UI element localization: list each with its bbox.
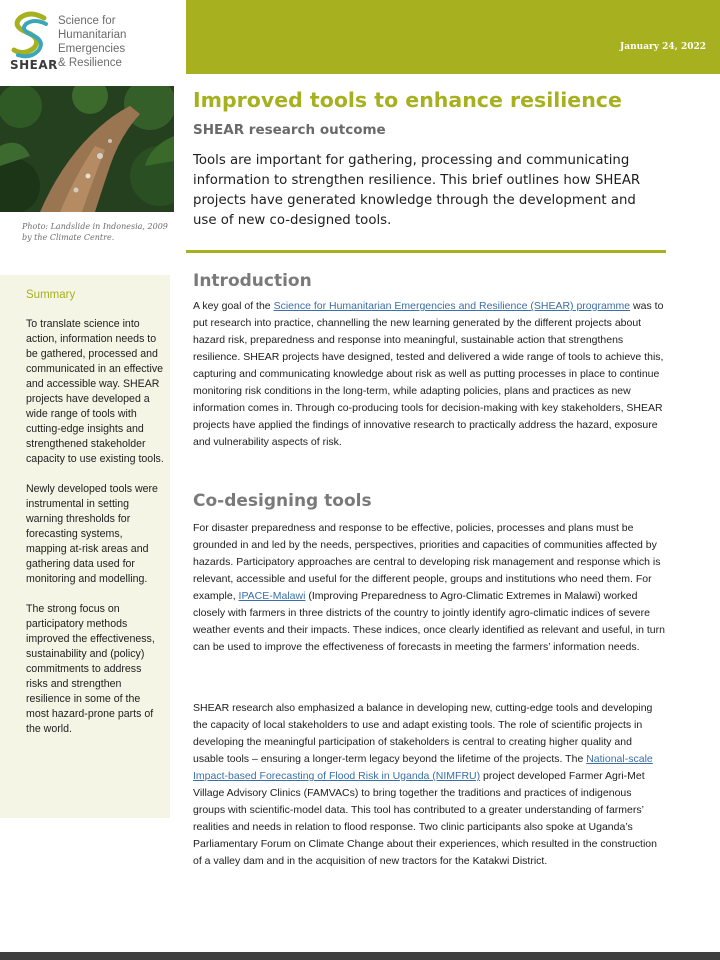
summary-body bbox=[26, 317, 164, 752]
ipace-malawi-link[interactable]: IPACE-Malawi bbox=[238, 590, 306, 602]
footer-bar bbox=[0, 952, 720, 960]
shear-s-logo-icon bbox=[8, 10, 52, 60]
logo-line-2: Humanitarian bbox=[58, 29, 127, 41]
divider-rule bbox=[186, 250, 666, 253]
summary-paragraph-1: To translate science into action, information needs to be gathered, processed and communicated in an effective and accessible way. SHEAR projects have developed a wide range of tools with cutting-edge insights and strengthened stakeholder capacity to use existing tools. bbox=[26, 318, 164, 465]
codesign-p2-start: SHEAR research also emphasized a balance in developing new, cutting-edge tools and developing the capacity of local stakeholders to use and adapt existing tools. The role of scientific projects in developing the meaningful participation of stakeholders is central to creating higher quality and usable tools – ensuring a longer-term legacy beyond the lifetime of the projects. The bbox=[193, 702, 653, 765]
codesign-p2-rest: project developed Farmer Agri-Met Village Advisory Clinics (FAMVACs) to bring together the traditions and practices of indigenous groups with scientific-model data. This tool has contributed to a greater understanding of farmers’ realities and needs in relation to flood response. Two clinic participants also spoke at Uganda’s Parliamentary Forum on Climate Change about their experiences, which resulted in the construction of a valley dam and in the acquisition of new tractors for the Katakwi District. bbox=[193, 770, 657, 867]
introduction-heading: Introduction bbox=[193, 271, 312, 291]
landslide-image bbox=[0, 86, 174, 212]
summary-paragraph-3: The strong focus on participatory methods improved the effectiveness, sustainability and (policy) commitments to address risks and strengthen resilience in some of the most hazard-prone parts of the world. bbox=[26, 603, 155, 735]
photo-caption: Photo: Landslide in Indonesia, 2009 by the Climate Centre. bbox=[22, 222, 168, 242]
codesign-p1-rest: (Improving Preparedness to Agro-Climatic Extremes in Malawi) worked closely with farmers in three districts of the country to jointly identify agro-climatic indices of severe weather events and their impacts. These indices, once clearly identified as relevant and useful, in turn can be used to improve the effectiveness of forecasts in meeting the farmers’ information needs. bbox=[193, 590, 665, 653]
logo-line-1: Science for bbox=[58, 15, 116, 27]
logo-line-4: & Resilience bbox=[58, 57, 122, 69]
landslide-photo bbox=[0, 86, 174, 212]
page-title: Improved tools to enhance resilience bbox=[193, 88, 622, 112]
introduction-paragraph bbox=[193, 298, 665, 451]
lead-paragraph: Tools are important for gathering, processing and communicating information to strengthen resilience. This brief outlines how SHEAR projects have generated knowledge through the development and use of new co-designed tools. bbox=[193, 153, 641, 228]
summary-sidebar bbox=[0, 275, 170, 818]
codesign-paragraph-2 bbox=[193, 700, 665, 870]
logo-acronym: SHEAR bbox=[10, 58, 58, 72]
page-subtitle: SHEAR research outcome bbox=[193, 122, 386, 138]
header-banner bbox=[186, 0, 720, 74]
summary-heading: Summary bbox=[26, 289, 76, 301]
publication-date: January 24, 2022 bbox=[620, 42, 706, 52]
shear-programme-link[interactable]: Science for Humanitarian Emergencies and Resilience (SHEAR) programme bbox=[273, 300, 631, 312]
codesign-heading: Co-designing tools bbox=[193, 491, 372, 511]
shear-logo bbox=[0, 0, 186, 86]
introduction-text-rest: was to put research into practice, channelling the new learning generated by the different projects about hazard risk, preparedness and response into meaningful, sustainable action that strengthens resilience. SHEAR projects have designed, tested and delivered a wide range of tools to achieve this, capturing and communicating knowledge about risk as well as putting processes in place to continue monitoring risk conditions in the long-term, while adapting policies, plans and practices as new information comes in. Through co-producing tools for decision-making with key stakeholders, SHEAR projects have applied the findings of innovative research to practically address the hazard, exposure and vulnerability aspects of risk. bbox=[193, 300, 664, 448]
nimfru-link[interactable]: National-scale Impact-based Forecasting of Flood Risk in Uganda (NIMFRU) bbox=[193, 753, 653, 782]
codesign-paragraph-1 bbox=[193, 520, 665, 656]
logo-line-3: Emergencies bbox=[58, 43, 126, 55]
summary-paragraph-2: Newly developed tools were instrumental in setting warning thresholds for forecasting systems, mapping at-risk areas and gathering data used for monitoring and modelling. bbox=[26, 483, 158, 585]
logo-text bbox=[58, 14, 126, 70]
introduction-text-start: A key goal of the bbox=[193, 300, 274, 312]
codesign-p1-start: For disaster preparedness and response to be effective, policies, processes and plans must be grounded in and led by the needs, perspectives, priorities and capacities of communities affected by hazards. Participatory approaches are central to developing risk management and response which is relevant, accessible and useful for the different people, groups and institutions who need them. For example, bbox=[193, 522, 661, 602]
